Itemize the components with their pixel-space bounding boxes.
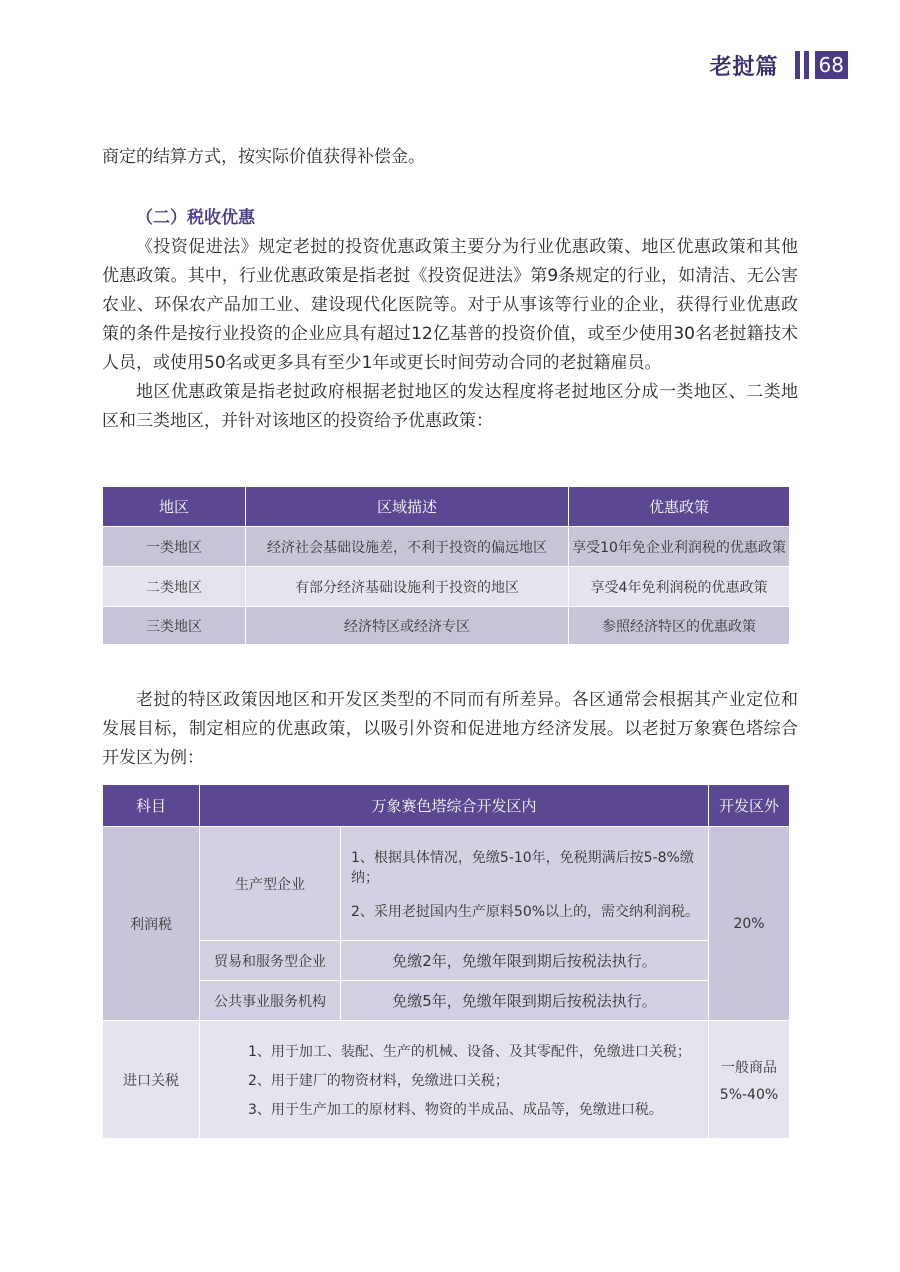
import-duty-terms <box>200 1021 709 1139</box>
chapter-title: 老挝篇 <box>709 54 779 80</box>
decor-bar <box>795 51 800 79</box>
cell-region: 一类地区 <box>103 527 246 567</box>
text-block-top <box>102 143 798 172</box>
paragraph-0: 商定的结算方式，按实际价值获得补偿金。 <box>102 147 425 167</box>
import-term-3: 3、用于生产加工的原材料、物资的半成品、成品等，免缴进口税。 <box>248 1101 663 1118</box>
decor-bar <box>804 51 809 79</box>
cell-description: 经济特区或经济专区 <box>246 607 569 645</box>
cell-description: 经济社会基础设施差，不利于投资的偏远地区 <box>246 527 569 567</box>
cell-policy: 享受10年免企业利润税的优惠政策 <box>569 527 790 567</box>
public-service-terms: 免缴5年，免缴年限到期后按税法执行。 <box>341 981 709 1021</box>
paragraph-1: 《投资促进法》规定老挝的投资优惠政策主要分为行业优惠政策、地区优惠政策和其他优惠政策。其中，行业优惠政策是指老挝《投资促进法》第9条规定的行业，如清洁、无公害农业、环保农产品加工业、建设现代化医院等。对于从事该等行业的企业，获得行业优惠政策的条件是按行业投资的企业应具有超过12亿基普的投资价值，或至少使用30名老挝籍技术人员，或使用50名或更多具有至少1年或更长时间劳动合同的老挝籍雇员。 <box>102 237 798 373</box>
production-term-2: 2、采用老挝国内生产原料50%以上的，需交纳利润税。 <box>351 903 700 920</box>
profit-tax-outside: 20% <box>709 827 790 1021</box>
import-term-1: 1、用于加工、装配、生产的机械、设备、及其零配件，免缴进口关税； <box>248 1043 691 1060</box>
text-block-tax <box>102 204 798 436</box>
cell-description: 有部分经济基础设施利于投资的地区 <box>246 567 569 607</box>
page-number: 68 <box>815 51 848 79</box>
import-duty-label: 进口关税 <box>103 1021 200 1139</box>
cell-policy: 参照经济特区的优惠政策 <box>569 607 790 645</box>
paragraph-3: 老挝的特区政策因地区和开发区类型的不同而有所差异。各区通常会根据其产业定位和发展目标，制定相应的优惠政策，以吸引外资和促进地方经济发展。以老挝万象赛色塔综合开发区为例： <box>102 690 798 768</box>
section-title: （二）税收优惠 <box>136 208 255 228</box>
production-enterprise-label: 生产型企业 <box>200 827 341 941</box>
cell-region: 三类地区 <box>103 607 246 645</box>
import-duty-outside <box>709 1021 790 1139</box>
import-outside-line-2: 5%-40% <box>719 1086 779 1103</box>
col-header-subject: 科目 <box>103 785 200 827</box>
profit-tax-label: 利润税 <box>103 827 200 1021</box>
paragraph-2: 地区优惠政策是指老挝政府根据老挝地区的发达程度将老挝地区分成一类地区、二类地区和三类地区，并针对该地区的投资给予优惠政策： <box>102 382 798 431</box>
table-row <box>103 567 790 607</box>
col-header-region: 地区 <box>103 487 246 527</box>
col-header-inside: 万象赛色塔综合开发区内 <box>200 785 709 827</box>
production-term-1: 1、根据具体情况，免缴5-10年，免税期满后按5-8%缴纳； <box>351 849 694 886</box>
table-row <box>103 527 790 567</box>
zone-policy-table <box>102 784 790 1139</box>
text-block-zone <box>102 686 798 773</box>
page-number-marker <box>795 50 848 80</box>
trade-enterprise-label: 贸易和服务型企业 <box>200 941 341 981</box>
import-outside-line-1: 一般商品 <box>721 1059 777 1076</box>
public-service-label: 公共事业服务机构 <box>200 981 341 1021</box>
col-header-outside: 开发区外 <box>709 785 790 827</box>
col-header-policy: 优惠政策 <box>569 487 790 527</box>
page-header <box>710 48 848 82</box>
cell-region: 二类地区 <box>103 567 246 607</box>
production-enterprise-terms <box>341 827 709 941</box>
import-term-2: 2、用于建厂的物资材料，免缴进口关税； <box>248 1072 509 1089</box>
region-policy-table <box>102 486 790 645</box>
trade-enterprise-terms: 免缴2年，免缴年限到期后按税法执行。 <box>341 941 709 981</box>
col-header-description: 区域描述 <box>246 487 569 527</box>
cell-policy: 享受4年免利润税的优惠政策 <box>569 567 790 607</box>
table-row <box>103 607 790 645</box>
